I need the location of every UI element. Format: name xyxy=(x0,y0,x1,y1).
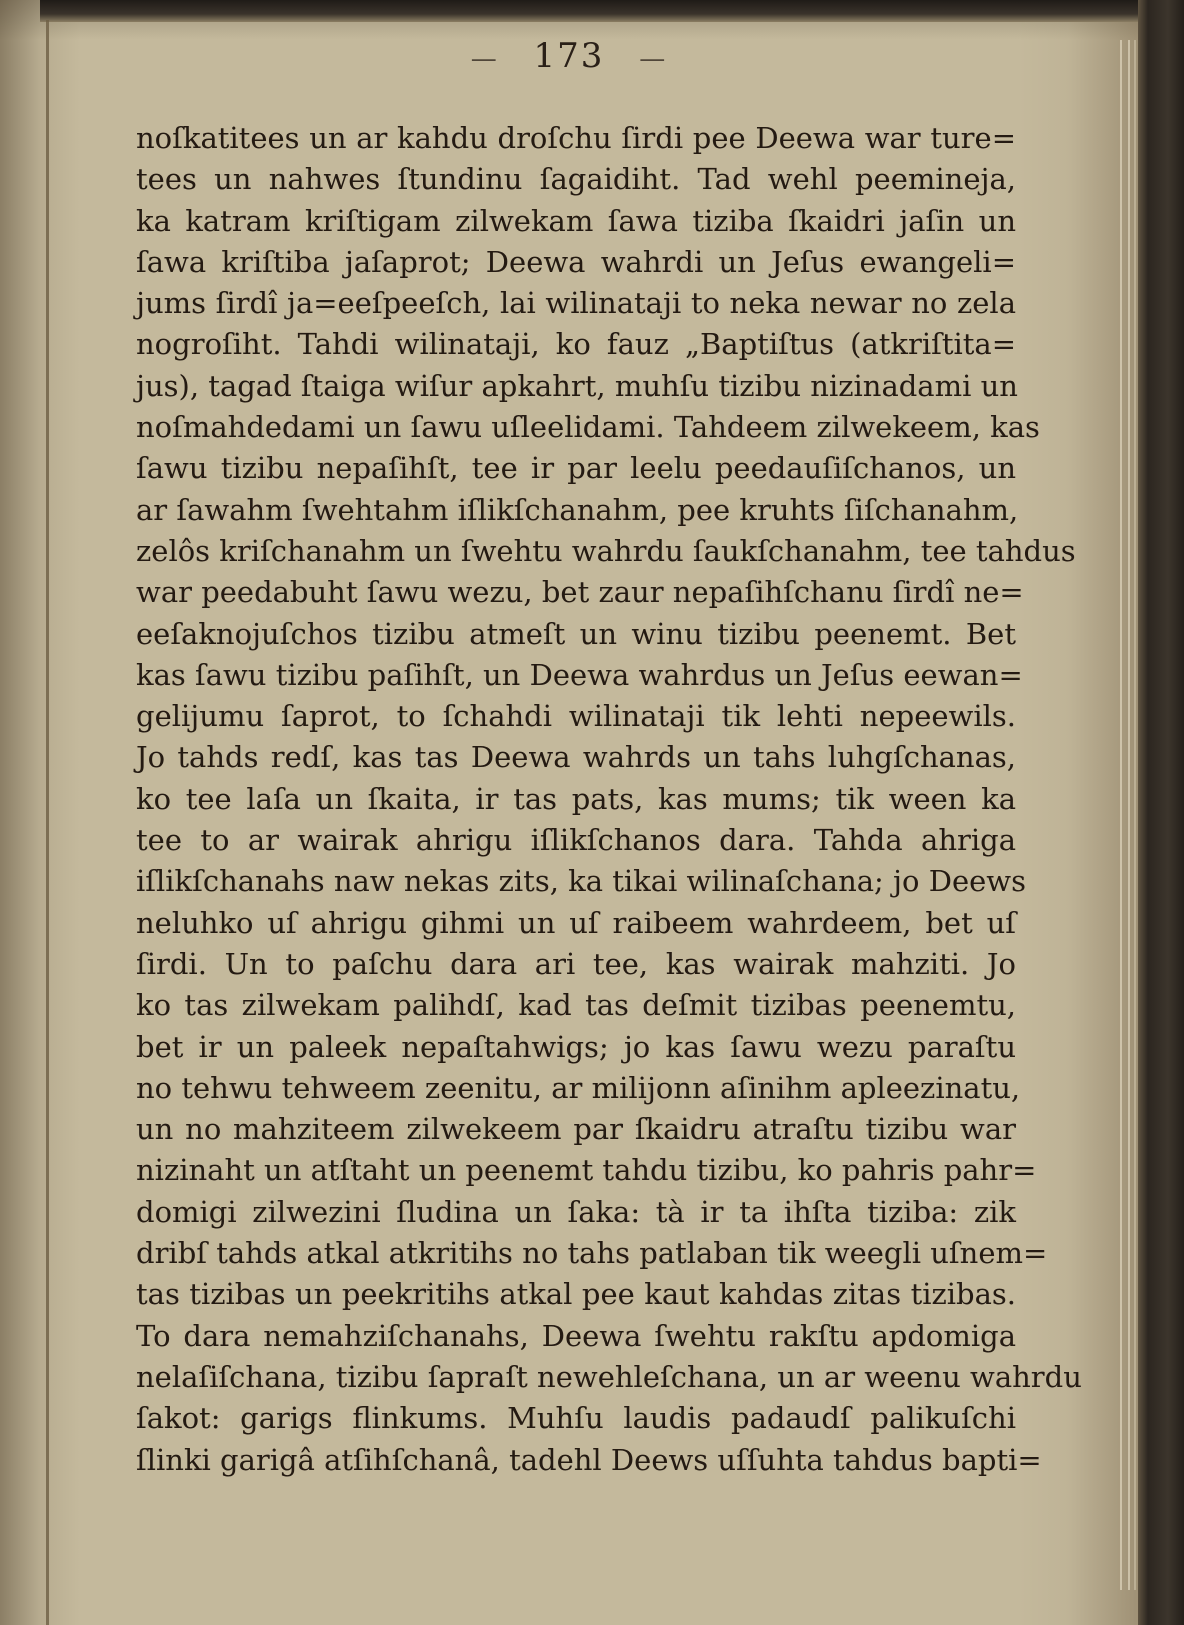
text-line: iſlikſchanahs naw nekas zits, ka tikai wilinaſchana; jo Deews xyxy=(136,864,1026,899)
book-binding-right xyxy=(1138,0,1184,1625)
text-line: neluhko uſ ahrigu gihmi un uſ raibeem wahrdeem, bet uſ xyxy=(136,905,1016,940)
body-text xyxy=(136,118,1082,1481)
page-header xyxy=(0,36,1138,76)
text-line: bet ir un paleek nepaſtahwigs; jo kas ſawu wezu paraſtu xyxy=(136,1029,1016,1064)
header-dash-right: — xyxy=(639,44,668,74)
page-top-edge xyxy=(40,0,1180,22)
text-line: ko tas zilwekam palihdſ, kad tas deſmit tizibas peenemtu, xyxy=(136,988,1016,1023)
text-line: jums ſirdî ja=eeſpeeſch, lai wilinataji to neka newar no zela xyxy=(136,286,1016,321)
text-line: un no mahziteem zilwekeem par ſkaidru atraſtu tizibu war xyxy=(136,1112,1016,1147)
text-line: tees un nahwes ſtundinu ſagaidiht. Tad wehl peemineja, xyxy=(136,162,1016,197)
text-line: nelaſiſchana, tizibu ſapraſt newehleſchana, un ar weenu wahrdu xyxy=(136,1359,1082,1394)
text-line: noſkatitees un ar kahdu droſchu ſirdi pee Deewa war ture= xyxy=(136,121,1016,155)
text-line: dribſ tahds atkal atkritihs no tahs patlaban tik weegli uſnem= xyxy=(136,1236,1048,1271)
text-line: tee to ar wairak ahrigu iſlikſchanos dara. Tahda ahriga xyxy=(136,823,1016,858)
text-line: no tehwu tehweem zeenitu, ar milijonn aſinihm apleezinatu, xyxy=(136,1070,1021,1105)
text-line: war peedabuht ſawu wezu, bet zaur nepaſihſchanu ſirdî ne= xyxy=(136,575,1024,610)
text-line: ar ſawahm ſwehtahm iſlikſchanahm, pee kruhts ſiſchanahm, xyxy=(136,492,1019,527)
text-line: gelijumu ſaprot, to ſchahdi wilinataji tik lehti nepeewils. xyxy=(136,699,1016,734)
text-line: eeſaknojuſchos tizibu atmeſt un winu tizibu peenemt. Bet xyxy=(136,616,1016,651)
page-edge xyxy=(1128,40,1130,1590)
text-line: To dara nemahziſchanahs, Deewa ſwehtu rakſtu apdomiga xyxy=(136,1318,1016,1353)
text-line: Jo tahds redſ, kas tas Deewa wahrds un tahs luhgſchanas, xyxy=(136,740,1016,775)
page-edge xyxy=(1120,40,1122,1590)
text-line: zelôs kriſchanahm un ſwehtu wahrdu ſaukſchanahm, tee tahdus xyxy=(136,533,1076,568)
text-line: nizinaht un atſtaht un peenemt tahdu tizibu, ko pahris pahr= xyxy=(136,1153,1037,1188)
page-edge xyxy=(1134,40,1136,1590)
text-line: ko tee laſa un ſkaita, ir tas pats, kas mums; tik ween ka xyxy=(136,781,1016,816)
text-line: ſawa kriſtiba jaſaprot; Deewa wahrdi un Jeſus ewangeli= xyxy=(136,244,1016,279)
book-gutter xyxy=(46,20,49,1625)
text-line: ſirdi. Un to paſchu dara ari tee, kas wairak mahziti. Jo xyxy=(136,946,1016,981)
page-number: 173 xyxy=(533,36,605,76)
text-line: noſmahdedami un ſawu uſleelidami. Tahdeem zilwekeem, kas xyxy=(136,410,1040,445)
text-line: ka katram kriſtigam zilwekam ſawa tiziba ſkaidri jaſin un xyxy=(136,203,1016,238)
text-line: nogroſiht. Tahdi wilinataji, ko fauz „Baptiſtus (atkriſtita= xyxy=(136,327,1016,362)
text-line: ſawu tizibu nepaſihſt, tee ir par leelu peedauſiſchanos, un xyxy=(136,451,1016,486)
header-dash-left: — xyxy=(470,44,499,74)
text-line: tas tizibas un peekritihs atkal pee kaut kahdas zitas tizibas. xyxy=(136,1277,1016,1312)
text-line: ſakot: garigs flinkums. Muhſu laudis padaudſ palikuſchi xyxy=(136,1401,1016,1436)
text-line: kas ſawu tizibu paſihſt, un Deewa wahrdus un Jeſus eewan= xyxy=(136,657,1023,692)
text-line: ſlinki garigâ atſihſchanâ, tadehl Deews uſſuhta tahdus bapti= xyxy=(136,1442,1042,1477)
text-line: jus), tagad ſtaiga wiſur apkahrt, muhſu tizibu nizinadami un xyxy=(136,368,1018,403)
text-line: domigi zilwezini ſludina un ſaka: tà ir ta ihſta tiziba: zik xyxy=(136,1194,1016,1229)
